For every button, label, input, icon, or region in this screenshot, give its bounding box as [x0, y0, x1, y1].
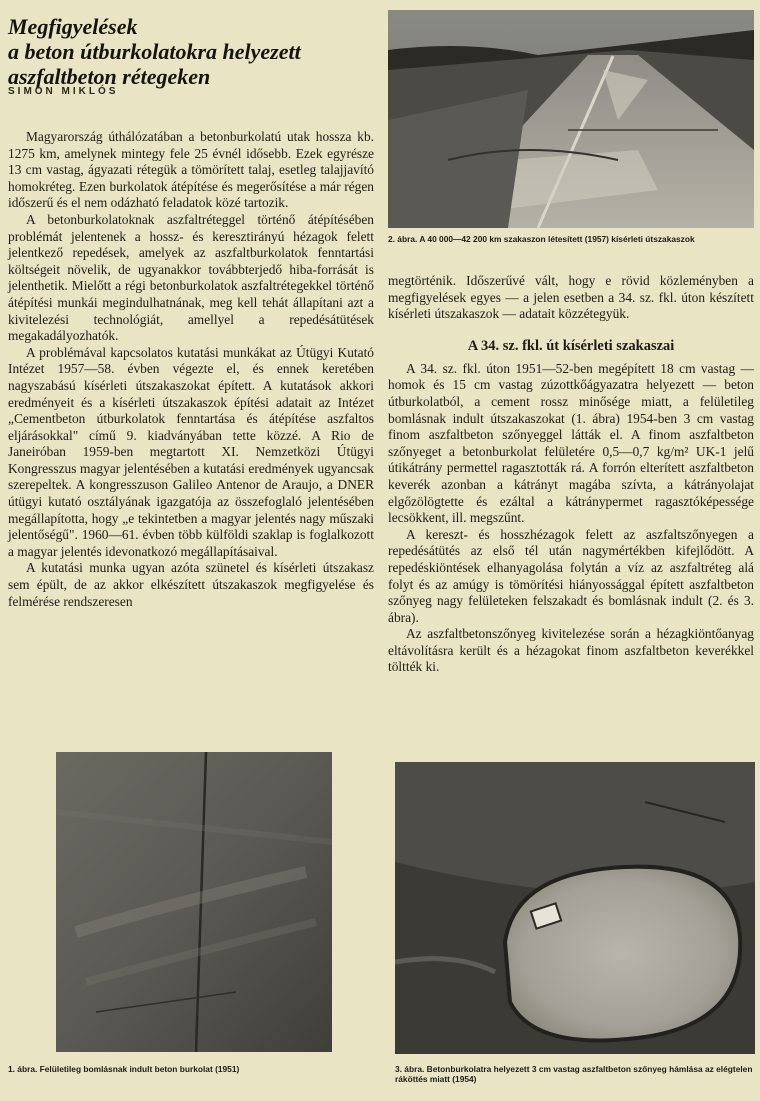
figure-1 — [8, 752, 374, 1074]
body-paragraph: Az aszfaltbetonszőnyeg kivitelezése során a hézagkiöntőanyag eltávolításra került és a hézagokat finom aszfaltbeton keverékkel töltték ki. — [388, 626, 754, 675]
body-paragraph: A betonburkolatoknak aszfaltréteggel történő átépítésében problémát jelentenek a hossz- és keresztirányú hézagok felett jelentkező repedések, amelyek az aszfaltburkolatok fenntartási költségeit növelik, de ugyanakkor továbbterjedő hiba-forrását is jelenthetik. Mielőtt a régi betonburkolatok aszfaltrétegekkel történő átépítési munkái megindulhatnának, meg kell tehát állapítani azt a kivitelezési technológiát, amellyel a repedésátütések megakadályozhatók. — [8, 211, 374, 344]
left-text-column — [8, 129, 374, 610]
body-paragraph: A problémával kapcsolatos kutatási munkákat az Útügyi Kutató Intézet 1957—58. évben végezte el, és ennek keretében nagyszabású kísérleti útszakaszokat épített. A kutatások akkori eredményeit és a kísérleti útszakaszok építési adatait az Intézet „Cementbeton útburkolatok fenntartása és átépítése aszfaltos eljárásokkal" című 9. kiadványában tette közzé. A Rio de Janeiróban 1959-ben megtartott XI. Nemzetközi Útügyi Kongresszus magyar jelentésében a kutatási eredmények ugyancsak szerepeltek. A kongresszuson Galileo Antenor de Araujo, a DNER útügyi kutató osztályának igazgatója az összefoglaló jelentésében megállapította, hogy „e tekintetben a magyar jelentés nagy műszaki jelentőségű". 1960—61. évben több külföldi szaklap is foglalkozott a magyar jelentés idevonatkozó megállapításaival. — [8, 344, 374, 559]
body-paragraph: Magyarország úthálózatában a betonburkolatú utak hossza kb. 1275 km, amelynek mintegy fele 25 évnél idősebb. Ezek egyrésze 13 cm vastag, ágyazati rétegük a tömörített talaj, esetleg talajjavító homokréteg. Ezen burkolatok átépítése és megerősítése a már régen időszerű és el nem odázható feladatok közé tartozik. — [8, 129, 374, 211]
title-line-2: a beton útburkolatokra helyezett — [8, 39, 301, 64]
title-line-1: Megfigyelések — [8, 14, 138, 39]
figure-1-caption: 1. ábra. Felületileg bomlásnak indult beton burkolat (1951) — [8, 1064, 240, 1074]
title-line-3: aszfaltbeton rétegeken — [8, 64, 211, 89]
body-paragraph: A kereszt- és hosszhézagok felett az aszfaltszőnyegen a repedésátütés az első tél után nagymértékben kifejlődött. A repedéskiöntések elhanyagolása folytán a víz az aszfaltréteg alá folyt és az amúgy is tömörítési hiányossággal épített aszfaltbeton szőnyeg nagy felületeken felszakadt és bomlásnak indult (2. és 3. ábra). — [388, 526, 754, 625]
section-heading: A 34. sz. fkl. út kísérleti szakaszai — [467, 337, 675, 354]
figure-3-caption: 3. ábra. Betonburkolatra helyezett 3 cm vastag aszfaltbeton szőnyeg hámlása az elégtelen ráköttés miatt (1954) — [395, 1064, 753, 1084]
road-section-photo — [388, 10, 754, 228]
author-name: SIMON MIKLÓS — [8, 86, 119, 97]
figure-3 — [395, 762, 755, 1084]
continued-paragraph: megtörténik. Időszerűvé vált, hogy e rövid közleményben a megfigyelések egyes — a jelen esetben a 34. sz. fkl. úton készített kísérleti útszakaszok — adatait közzétegyük. — [388, 273, 754, 322]
concrete-surface-photo — [56, 752, 332, 1052]
right-text-column — [388, 273, 754, 676]
body-paragraph: A kutatási munka ugyan azóta szünetel és kísérleti útszakasz sem épült, de az akkor elkészített útszakaszok megfigyelése és felmérése rendszeresen — [8, 560, 374, 609]
figure-2 — [388, 10, 754, 244]
article-title — [8, 14, 378, 89]
asphalt-peeling-photo — [395, 762, 755, 1054]
figure-2-caption: 2. ábra. A 40 000—42 200 km szakaszon létesített (1957) kísérleti útszakaszok — [388, 234, 695, 244]
body-paragraph: A 34. sz. fkl. úton 1951—52-ben megépített 18 cm vastag — homok és 15 cm vastag zúzottkőágyazatra helyezett — beton útburkolatból, a cement rossz minősége miatt, a felületileg bomlásnak indult útszakaszokat (1. ábra) 1954-ben 3 cm vastag finom aszfaltbeton szőnyeggel látták el. A finom aszfaltbeton szőnyeget a betonburkolat felületére 0,5—0,7 kg/m² UK-1 jelű útikátrány permettel ragasztották rá. A forrón elterített aszfaltbeton keverék azonban a kátrányt magába szívta, a kátrányolajat elgőzölögtette és ezáltal a kátránypermet ragasztóképessége lecsökkent, ill. megszűnt. — [388, 360, 754, 526]
